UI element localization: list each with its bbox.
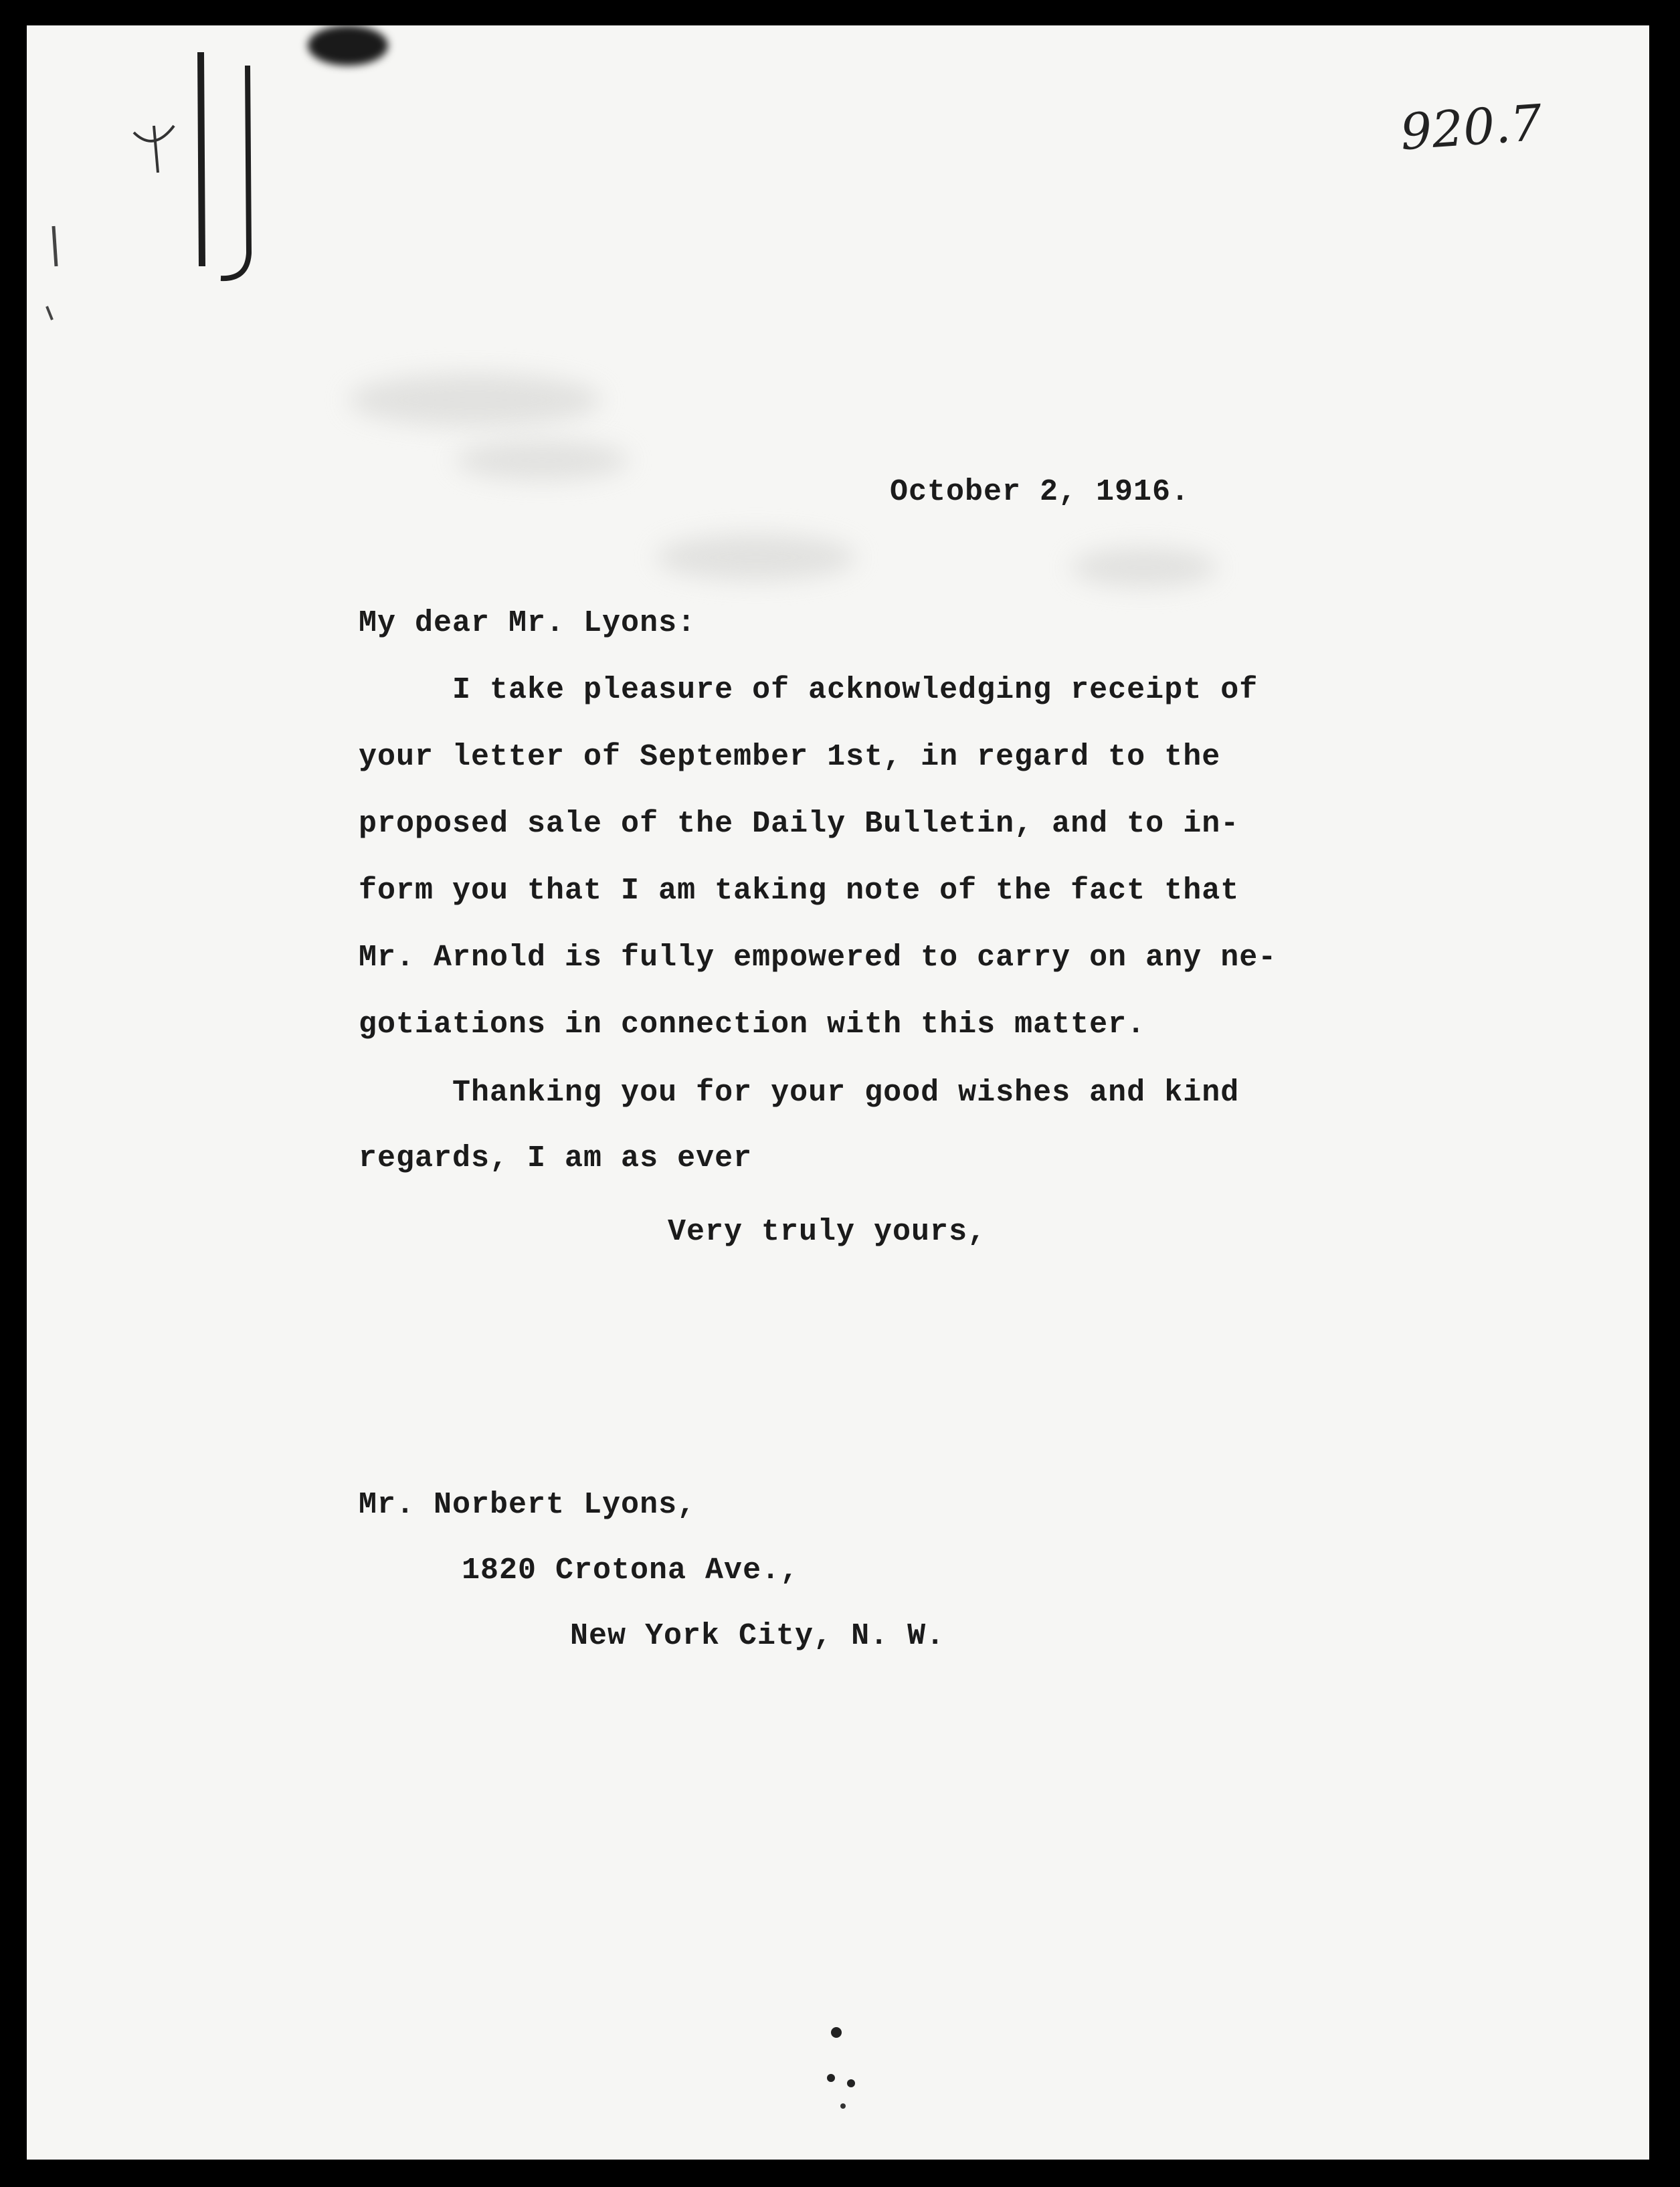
- body-line: I take pleasure of acknowledging receipt of: [359, 673, 1258, 707]
- body-line: regards, I am as ever: [359, 1141, 753, 1175]
- ink-blot: [308, 25, 388, 66]
- body-line: gotiations in connection with this matter.: [359, 1008, 1146, 1042]
- bottom-specks: [816, 2019, 897, 2119]
- body-line: Mr. Arnold is fully empowered to carry on any ne-: [359, 941, 1277, 975]
- body-line: proposed sale of the Daily Bulletin, and to in-: [359, 807, 1240, 841]
- scan-smudge: [455, 440, 629, 480]
- closing: Very truly yours,: [668, 1215, 987, 1249]
- salutation: My dear Mr. Lyons:: [359, 606, 696, 640]
- letter-page: [27, 25, 1649, 2160]
- margin-marks: [27, 25, 308, 360]
- recipient-name: Mr. Norbert Lyons,: [359, 1488, 696, 1522]
- recipient-street: 1820 Crotona Ave.,: [462, 1553, 800, 1588]
- body-line: your letter of September 1st, in regard to the: [359, 740, 1221, 774]
- recipient-city: New York City, N. W.: [570, 1619, 945, 1653]
- body-line: Thanking you for your good wishes and kind: [359, 1076, 1240, 1110]
- scan-smudge: [656, 534, 856, 581]
- scan-smudge: [348, 373, 602, 427]
- body-line: form you that I am taking note of the fact that: [359, 874, 1240, 908]
- scan-smudge: [1070, 547, 1218, 587]
- handwritten-file-number: 920.7: [1398, 94, 1544, 162]
- letter-date: October 2, 1916.: [890, 475, 1190, 509]
